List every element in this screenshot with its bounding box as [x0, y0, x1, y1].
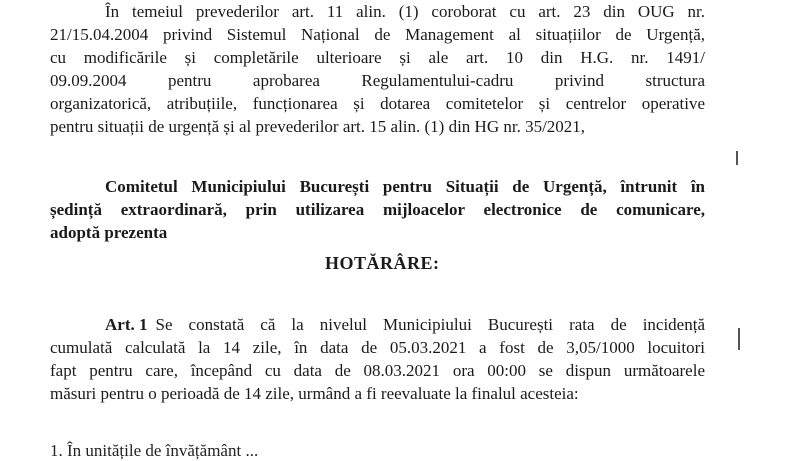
- committee-line-2: ședință extraordinară, prin utilizarea mijloacelor electronice de comunicare,: [50, 200, 705, 219]
- article-line-4: măsuri pentru o perioadă de 14 zile, urmând a fi reevaluate la finalul acesteia:: [50, 384, 579, 403]
- committee-line-3: adoptă prezenta: [50, 223, 168, 242]
- preamble-line-4: 09.09.2004 pentru aprobarea Regulamentului-cadru privind structura: [50, 71, 705, 90]
- cutoff-line: 1. În unitățile de învățământ ...: [50, 441, 259, 460]
- article-line-3: fapt pentru care, începând cu data de 08.03.2021 ora 00:00 se dispun următoarele: [50, 361, 705, 380]
- article-label: Art. 1: [105, 315, 148, 334]
- article-line-2: cumulată calculată la 14 zile, în data de 05.03.2021 a fost de 3,05/1000 locuitori: [50, 338, 705, 357]
- article-1-first-line: [105, 315, 705, 335]
- preamble-line-2: 21/15.04.2004 privind Sistemul Național de Management al situațiilor de Urgență,: [50, 25, 705, 44]
- decision-title: HOTĂRÂRE:: [325, 253, 440, 273]
- preamble-line-1: În temeiul prevederilor art. 11 alin. (1) coroborat cu art. 23 din OUG nr.: [105, 2, 705, 21]
- article-text: Se constată că la nivelul Municipiului București rata de incidență: [155, 315, 705, 334]
- preamble-line-3: cu modificările și completările ulterioare și ale art. 10 din H.G. nr. 1491/: [50, 48, 705, 67]
- preamble-line-5: organizatorică, atribuțiile, funcționarea și dotarea comitetelor și centrelor operative: [50, 94, 705, 113]
- margin-mark: [736, 151, 738, 165]
- margin-mark: [738, 328, 740, 350]
- committee-line-1: Comitetul Municipiului București pentru Situații de Urgență, întrunit în: [105, 177, 705, 196]
- preamble-line-6: pentru situații de urgență și al prevederilor art. 15 alin. (1) din HG nr. 35/2021,: [50, 117, 586, 136]
